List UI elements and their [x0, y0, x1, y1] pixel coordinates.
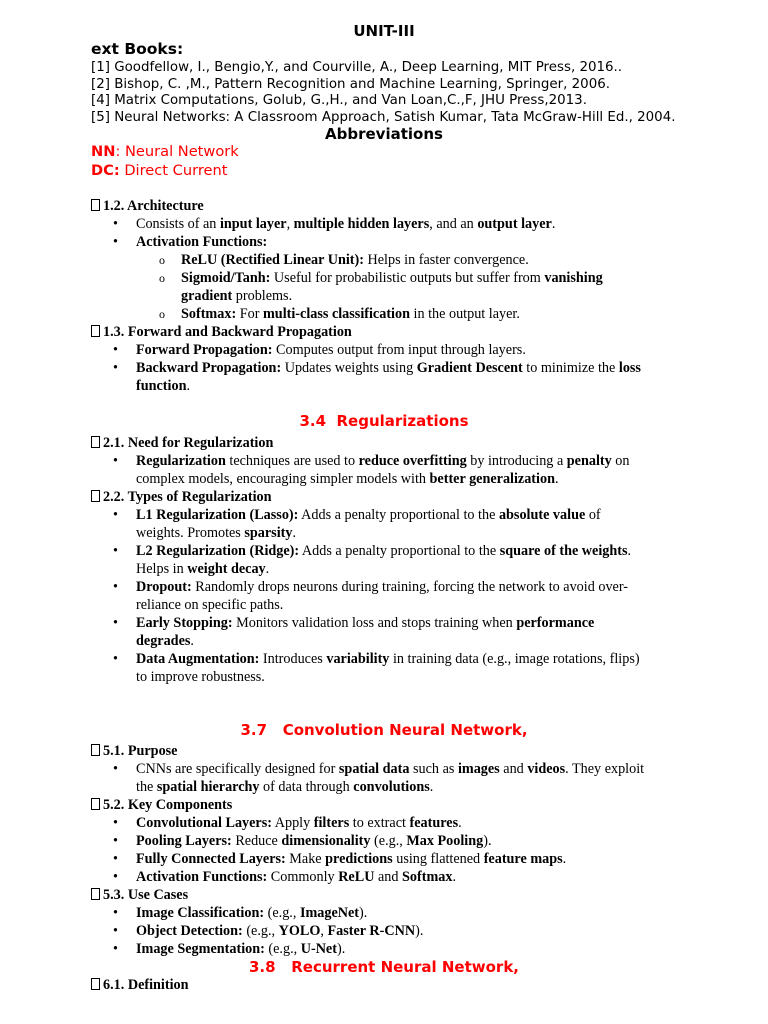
- list-item: • L2 Regularization (Ridge): Adds a penalty proportional to the square of the weights. Helps in weight decay.: [91, 542, 691, 578]
- abbreviation-separator: :: [115, 143, 125, 160]
- reference-item: [1] Goodfellow, I., Bengio,Y., and Courville, A., Deep Learning, MIT Press, 2016..: [91, 60, 623, 75]
- reference-list: [91, 60, 675, 126]
- list-item: • Forward Propagation: Computes output from input through layers.: [91, 341, 691, 359]
- section-title-cnn: 3.7 Convolution Neural Network,: [240, 721, 528, 739]
- abbreviation-key: DC:: [91, 162, 120, 179]
- heading-purpose: 5.1. Purpose: [91, 742, 691, 760]
- list-item: • Consists of an input layer, multiple hidden layers, and an output layer.: [91, 215, 691, 233]
- list-item: • Dropout: Randomly drops neurons during training, forcing the network to avoid over- reliance on specific paths.: [91, 578, 691, 614]
- list-item: • Fully Connected Layers: Make predictions using flattened feature maps.: [91, 850, 691, 868]
- list-item: • Backward Propagation: Updates weights using Gradient Descent to minimize the loss function.: [91, 359, 691, 395]
- use-cases-list: [91, 904, 691, 958]
- document-body: [91, 197, 691, 994]
- list-item: • Image Segmentation: (e.g., U-Net).: [91, 940, 691, 958]
- abbreviation-key: NN: [91, 143, 116, 160]
- textbooks-heading: ext Books:: [91, 40, 184, 58]
- propagation-list: [91, 341, 691, 395]
- list-item: • Convolutional Layers: Apply filters to extract features.: [91, 814, 691, 832]
- list-item: • Regularization techniques are used to reduce overfitting by introducing a penalty on complex models, encouraging simpler models with better generalization.: [91, 452, 691, 488]
- section-title-rnn: 3.8 Recurrent Neural Network,: [249, 958, 519, 976]
- unit-title: UNIT-III: [353, 22, 415, 40]
- missing-glyph-icon: [91, 325, 100, 337]
- list-item: • Activation Functions:: [91, 233, 691, 251]
- list-item: • Pooling Layers: Reduce dimensionality (e.g., Max Pooling).: [91, 832, 691, 850]
- missing-glyph-icon: [91, 199, 100, 211]
- list-item: • Activation Functions: Commonly ReLU and Softmax.: [91, 868, 691, 886]
- list-item: • Image Classification: (e.g., ImageNet).: [91, 904, 691, 922]
- reference-item: [4] Matrix Computations, Golub, G.,H., and Van Loan,C.,F, JHU Press,2013.: [91, 93, 587, 108]
- key-components-list: [91, 814, 691, 886]
- abbreviations-title: Abbreviations: [325, 125, 443, 143]
- types-regularization-list: [91, 506, 691, 686]
- heading-need-regularization: 2.1. Need for Regularization: [91, 434, 691, 452]
- list-item: • Object Detection: (e.g., YOLO, Faster R-CNN).: [91, 922, 691, 940]
- missing-glyph-icon: [91, 744, 100, 756]
- reference-item: [5] Neural Networks: A Classroom Approach, Satish Kumar, Tata McGraw-Hill Ed., 2004.: [91, 109, 676, 125]
- missing-glyph-icon: [91, 978, 100, 990]
- purpose-list: [91, 760, 691, 796]
- abbreviation-value: Direct Current: [124, 162, 228, 179]
- heading-definition: 6.1. Definition: [91, 976, 691, 994]
- heading-architecture: 1.2. Architecture: [91, 197, 691, 215]
- missing-glyph-icon: [91, 888, 100, 900]
- list-item: o Softmax: For multi-class classification in the output layer.: [91, 305, 691, 323]
- architecture-list: [91, 215, 691, 323]
- heading-propagation: 1.3. Forward and Backward Propagation: [91, 323, 691, 341]
- list-item: • L1 Regularization (Lasso): Adds a penalty proportional to the absolute value of weights. Promotes sparsity.: [91, 506, 691, 542]
- list-item: • CNNs are specifically designed for spatial data such as images and videos. They exploit the spatial hierarchy of data through convolutions.: [91, 760, 691, 796]
- section-title-regularizations: 3.4 Regularizations: [299, 412, 469, 430]
- abbreviation-value: Neural Network: [125, 143, 239, 160]
- list-item: • Data Augmentation: Introduces variability in training data (e.g., image rotations, flips) to improve robustness.: [91, 650, 691, 686]
- missing-glyph-icon: [91, 436, 100, 448]
- need-regularization-list: [91, 452, 691, 488]
- abbreviation-nn: [91, 143, 239, 160]
- heading-types-regularization: 2.2. Types of Regularization: [91, 488, 691, 506]
- abbreviation-dc: [91, 162, 227, 179]
- heading-use-cases: 5.3. Use Cases: [91, 886, 691, 904]
- list-item: • Early Stopping: Monitors validation loss and stops training when performance degrades.: [91, 614, 691, 650]
- heading-key-components: 5.2. Key Components: [91, 796, 691, 814]
- missing-glyph-icon: [91, 798, 100, 810]
- reference-item: [2] Bishop, C. ,M., Pattern Recognition and Machine Learning, Springer, 2006.: [91, 76, 610, 92]
- missing-glyph-icon: [91, 490, 100, 502]
- list-item: o Sigmoid/Tanh: Useful for probabilistic outputs but suffer from vanishing gradient problems.: [91, 269, 691, 305]
- list-item: o ReLU (Rectified Linear Unit): Helps in faster convergence.: [91, 251, 691, 269]
